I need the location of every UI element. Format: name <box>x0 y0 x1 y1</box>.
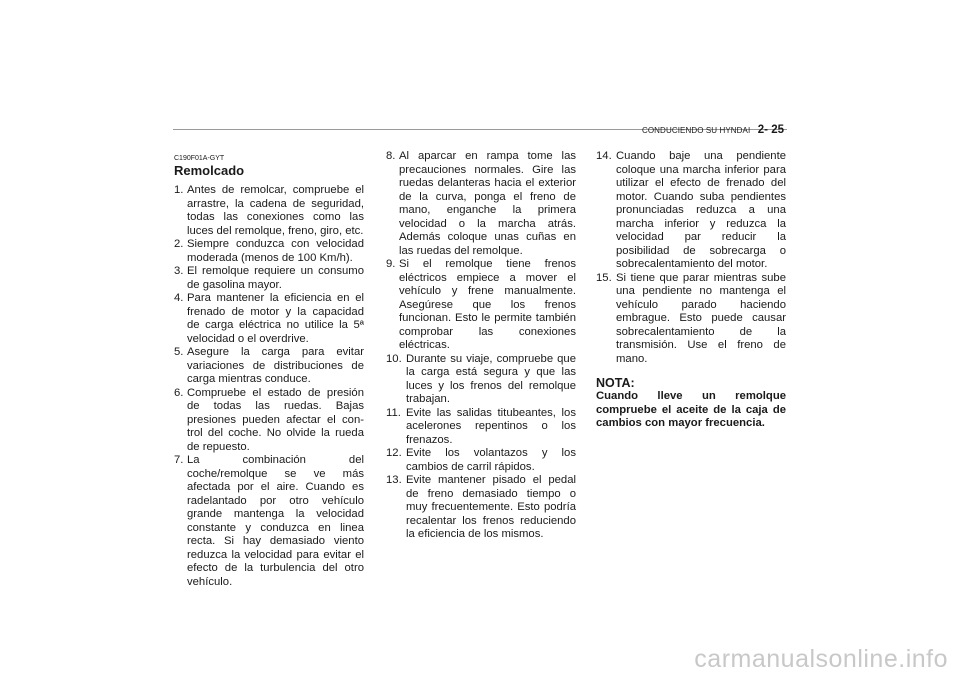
list-item: 11. Evite las salidas titubeantes, los acelerones repentinos o los frenazos. <box>386 406 576 446</box>
list-item: 3. El remolque requiere un consumo de gasolina mayor. <box>174 265 364 291</box>
list-item: 14. Cuando baje una pendiente coloque una marcha inferior para utilizar el efecto de frenado del motor. Cuando suba pendientes pronunciadas reduzca a una marcha inferior y reduzca la velocidad par reducir la posibilidad de sobrecarga o sobrecalentamiento del motor. <box>596 150 786 270</box>
page-number: 2- 25 <box>757 124 784 136</box>
list-item: 15. Si tiene que parar mientras sube una pendiente no mantenga el vehículo parado haciendo embrague. Esto puede causar sobrecalentamiento de la transmisión. Use el freno de mano. <box>596 271 786 365</box>
list-item: 12. Evite los volantazos y los cambios de carril rápidos. <box>386 447 576 473</box>
list-item: 6. Compruebe el estado de presión de todas las ruedas. Bajas presiones pueden afectar el con- trol del coche. No olvide la rueda de repuesto. <box>174 386 364 453</box>
list-item: 8. Al aparcar en rampa tome las precauciones normales. Gire las ruedas delanteras hacia el exterior de la curva, ponga el freno de mano, enganche la primera velocidad o la marcha atrás. Además coloque unas cuñas en las ruedas del remolque. <box>386 150 576 257</box>
watermark: carmanualsonline.info <box>694 645 948 673</box>
section-title: Remolcado <box>174 163 245 178</box>
note-text: Cuando lleve un remolque compruebe el aceite de la caja de cambios con mayor frecuencia. <box>596 390 786 429</box>
list-item: 1. Antes de remolcar, compruebe el arrastre, la cadena de seguridad, todas las conexiones como las luces del remolque, freno, giro, etc. <box>174 184 364 237</box>
list-item: 10. Durante su viaje, compruebe que la carga está segura y que las luces y los frenos del remolque trabajan. <box>386 352 576 405</box>
column-3 <box>596 150 786 431</box>
section-code: C190F01A-GYT <box>174 155 225 162</box>
list-item: 13. Evite mantener pisado el pedal de freno demasiado tiempo o muy frecuentemente. Esto podría recalentar los frenos reduciendo la eficiencia de los mismos. <box>386 474 576 540</box>
column-2 <box>386 150 576 542</box>
list-item: 7. La combinación del coche/remolque se ve más afectada por el aire. Cuando es radelantado por otro vehículo grande mantenga la velocidad constante y conduzca en linea recta. Si hay demasiado viento reduzca la velocidad para evitar el efecto de la turbulencia del otro vehículo. <box>174 454 364 588</box>
column-1 <box>174 155 364 589</box>
list-item: 2. Siempre conduzca con velocidad moderada (menos de 100 Km/h). <box>174 238 364 264</box>
list-col2 <box>386 150 576 542</box>
running-header <box>642 120 784 138</box>
list-item: 4. Para mantener la eficiencia en el frenado de motor y la capacidad de carga eléctrica no utilice la 5ª velocidad o el overdrive. <box>174 292 364 345</box>
list-col3 <box>596 150 786 366</box>
note-title: NOTA: <box>596 376 635 390</box>
list-col1 <box>174 184 364 589</box>
list-item: 9. Si el remolque tiene frenos eléctricos empiece a mover el vehículo y frene manualmente. Asegúrese que los frenos funcionan. Esto le permite también comprobar las conexiones eléctricas. <box>386 258 576 351</box>
header-section-title: CONDUCIENDO SU HYNDAI <box>641 126 751 135</box>
list-item: 5. Asegure la carga para evitar variaciones de distribuciones de carga mientras conduce. <box>174 346 364 385</box>
